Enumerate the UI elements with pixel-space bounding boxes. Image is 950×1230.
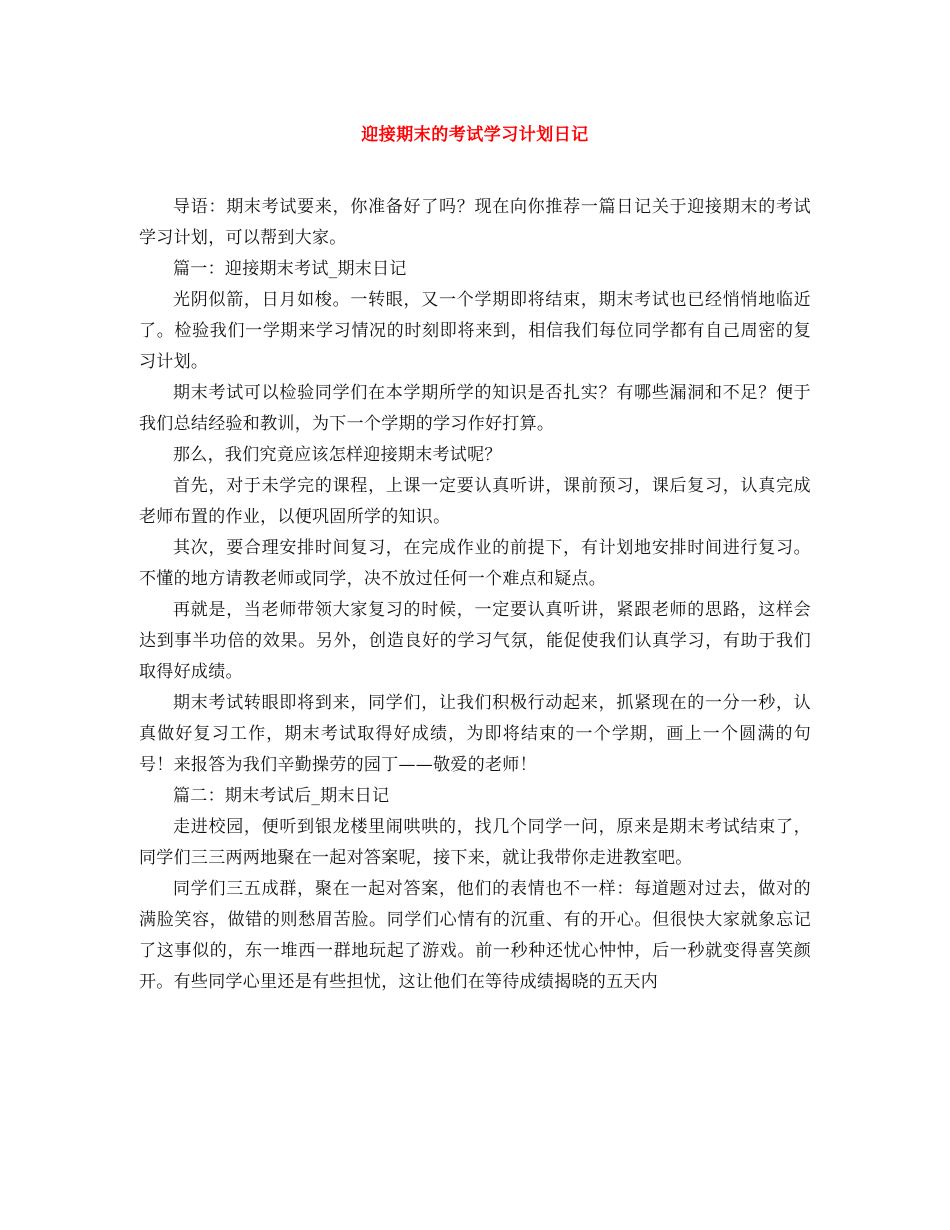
document-body [139, 192, 811, 998]
intro-paragraph: 导语：期末考试要来，你准备好了吗？现在向你推荐一篇日记关于迎接期末的考试学习计划，可以帮到大家。 [139, 197, 811, 248]
page-title: 迎接期末的考试学习计划日记 [361, 125, 589, 145]
body-paragraph: 光阴似箭，日月如梭。一转眼，又一个学期即将结束，期末考试也已经悄悄地临近了。检验我们一学期来学习情况的时刻即将来到，相信我们每位同学都有自己周密的复习计划。 [139, 290, 811, 372]
body-paragraph: 首先，对于未学完的课程，上课一定要认真听讲，课前预习，课后复习，认真完成老师布置的作业，以便巩固所学的知识。 [139, 476, 811, 527]
body-paragraph: 走进校园，便听到银龙楼里闹哄哄的，找几个同学一问，原来是期末考试结束了，同学们三三两两地聚在一起对答案呢，接下来，就让我带你走进教室吧。 [139, 817, 811, 868]
body-paragraph: 期末考试转眼即将到来，同学们，让我们积极行动起来，抓紧现在的一分一秒，认真做好复习工作，期末考试取得好成绩，为即将结束的一个学期，画上一个圆满的句号！来报答为我们辛勤操劳的园丁——敬爱的老师！ [139, 693, 811, 775]
body-paragraph: 再就是，当老师带领大家复习的时候，一定要认真听讲，紧跟老师的思路，这样会达到事半功倍的效果。另外，创造良好的学习气氛，能促使我们认真学习，有助于我们取得好成绩。 [139, 600, 811, 682]
section-heading-1: 篇一：迎接期末考试_期末日记 [173, 259, 407, 279]
body-paragraph: 其次，要合理安排时间复习，在完成作业的前提下，有计划地安排时间进行复习。不懂的地方请教老师或同学，决不放过任何一个难点和疑点。 [139, 538, 811, 589]
body-paragraph: 同学们三五成群，聚在一起对答案，他们的表情也不一样：每道题对过去，做对的满脸笑容，做错的则愁眉苦脸。同学们心情有的沉重、有的开心。但很快大家就象忘记了这事似的，东一堆西一群地玩起了游戏。前一秒种还忧心忡忡，后一秒就变得喜笑颜开。有些同学心里还是有些担忧，这让他们在等待成绩揭晓的五天内 [139, 879, 811, 992]
body-paragraph: 期末考试可以检验同学们在本学期所学的知识是否扎实？有哪些漏洞和不足？便于我们总结经验和教训，为下一个学期的学习作好打算。 [139, 383, 811, 434]
section-heading-2: 篇二：期末考试后_期末日记 [173, 786, 390, 806]
body-paragraph: 那么，我们究竟应该怎样迎接期末考试呢？ [173, 445, 502, 465]
